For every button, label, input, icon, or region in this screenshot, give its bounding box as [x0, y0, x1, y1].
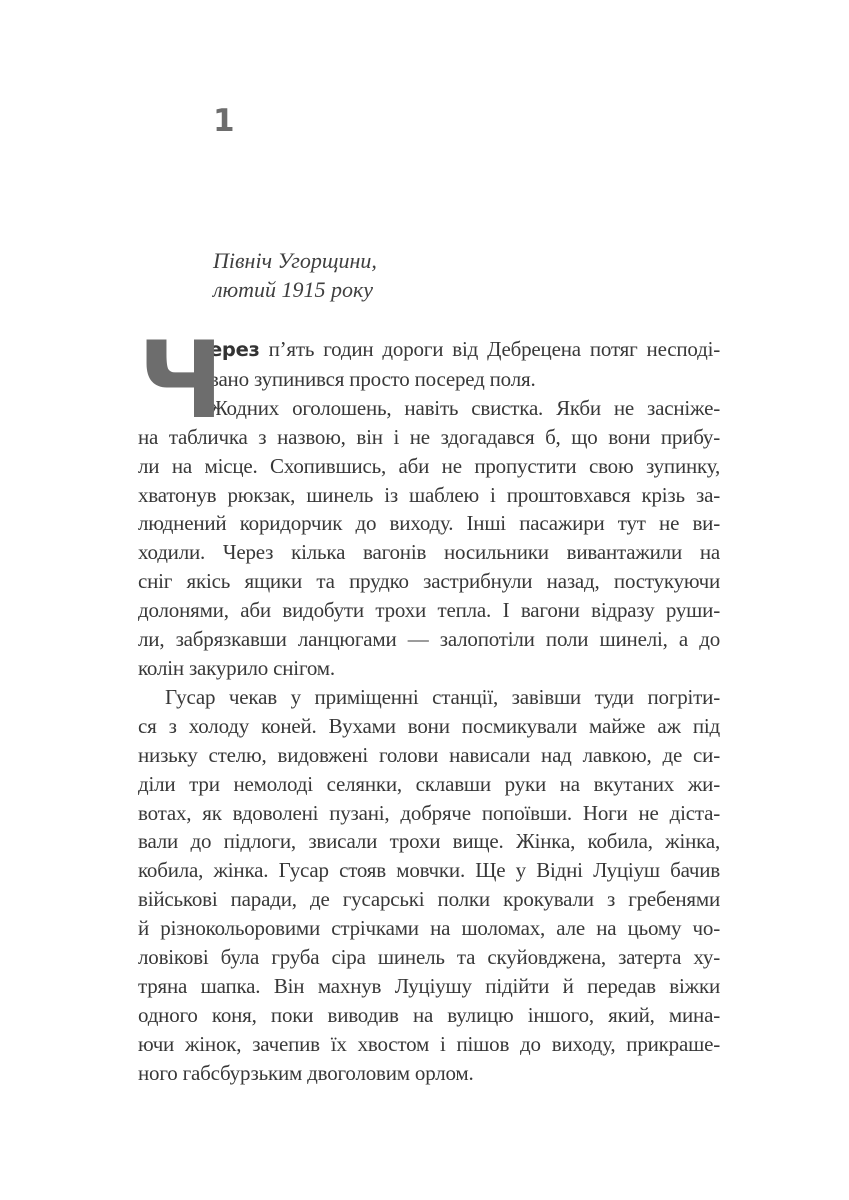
body-line: люднений коридорчик до виходу. Інші пасажири тут не ви-	[138, 511, 720, 536]
body-line: ли на місце. Схопившись, аби не пропустити свою зупинку,	[138, 453, 720, 478]
body-line: сніг якісь ящики та прудко застрибнули назад, постукуючи	[138, 569, 720, 594]
chapter-number: 1	[213, 103, 235, 139]
body-line: ли, забрязкавши ланцюгами — залопотіли поли шинелі, а до	[138, 627, 720, 652]
body-line: колін закурило снігом.	[138, 655, 335, 680]
body-line: низьку стелю, видовжені голови нависали над лавкою, де си-	[138, 742, 720, 767]
epigraph-line-2: лютий 1915 року	[213, 276, 374, 302]
body-line: ючи жінок, зачепив їх хвостом і пішов до виходу, прикраше-	[138, 1031, 720, 1056]
body-line: ного габсбурзьким двоголовим орлом.	[138, 1060, 474, 1085]
lead-word: ерез	[209, 338, 260, 361]
body-line: Жодних оголошень, навіть свистка. Якби не засніже-	[209, 395, 720, 420]
body-line-text: п’ять годин дороги від Дебрецена потяг несподі-	[259, 337, 720, 361]
body-line: долонями, аби видобути трохи тепла. І вагони відразу руши-	[138, 598, 720, 623]
body-line: одного коня, поки виводив на вулицю іншого, який, мина-	[138, 1002, 720, 1027]
epigraph-line-1: Північ Угорщини,	[213, 248, 377, 273]
body-line: вано зупинився просто посеред поля.	[209, 366, 536, 391]
body-line: ся з холоду коней. Вухами вони посмикували майже аж під	[138, 713, 720, 738]
dropcap-letter	[138, 319, 224, 442]
body-line: Гусар чекав у приміщенні станції, завівши туди погріти-	[165, 684, 720, 709]
body-line: й різнокольоровими стрічками на шоломах, але на цьому чо-	[138, 916, 720, 941]
body-line	[138, 335, 720, 365]
body-line: тряна шапка. Він махнув Луціушу підійти й передав віжки	[138, 973, 720, 998]
body-line: хватонув рюкзак, шинель із шаблею і проштовхався крізь за-	[138, 482, 720, 507]
body-line: ловікові була груба сіра шинель та скуйовджена, затерта ху-	[138, 945, 720, 970]
body-line: вали до підлоги, звисали трохи вище. Жінка, кобила, жінка,	[138, 829, 720, 854]
body-line: діли три немолоді селянки, склавши руки на вкутаних жи-	[138, 771, 720, 796]
body-line: кобила, жінка. Гусар стояв мовчки. Ще у Відні Луціуш бачив	[138, 858, 720, 883]
body-text	[138, 319, 720, 1088]
epigraph	[213, 247, 377, 304]
body-line: вотах, як вдоволені пузані, добряче попоївши. Ноги не діста-	[138, 800, 720, 825]
dropcap-glyph: Ч	[138, 319, 224, 442]
body-line: військові паради, де гусарські полки крокували з гребенями	[138, 887, 720, 912]
body-line: ходили. Через кілька вагонів носильники вивантажили на	[138, 540, 720, 565]
body-line: на табличка з назвою, він і не здогадався б, що вони прибу-	[138, 424, 720, 449]
